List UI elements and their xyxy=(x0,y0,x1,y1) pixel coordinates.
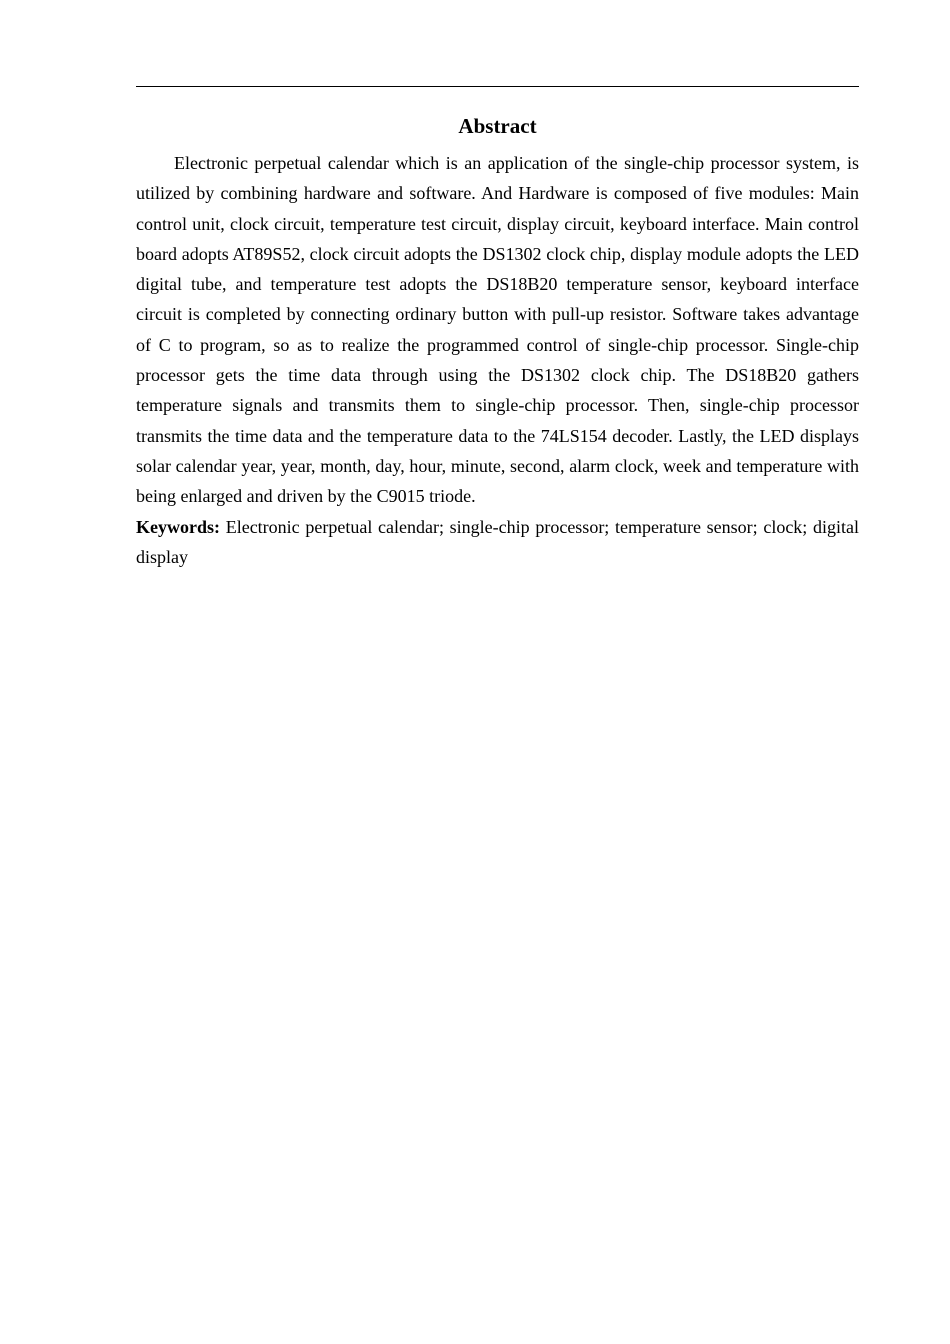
keywords-line xyxy=(136,512,859,573)
abstract-title: Abstract xyxy=(458,114,537,138)
keywords-label: Keywords: xyxy=(136,516,220,537)
keywords-text: Electronic perpetual calendar; single-chip processor; temperature sensor; clock; digital display xyxy=(136,516,859,567)
abstract-body: Electronic perpetual calendar which is an application of the single-chip processor system, is utilized by combining hardware and software. And Hardware is composed of five modules: Main control unit, clock circuit, temperature test circuit, display circuit, keyboard interface. Main control board adopts AT89S52, clock circuit adopts the DS1302 clock chip, display module adopts the LED digital tube, and temperature test adopts the DS18B20 temperature sensor, keyboard interface circuit is completed by connecting ordinary button with pull-up resistor. Software takes advantage of C to program, so as to realize the programmed control of single-chip processor. Single-chip processor gets the time data through using the DS1302 clock chip. The DS18B20 gathers temperature signals and transmits them to single-chip processor. Then, single-chip processor transmits the time data and the temperature data to the 74LS154 decoder. Lastly, the LED displays solar calendar year, year, month, day, hour, minute, second, alarm clock, week and temperature with being enlarged and driven by the C9015 triode. xyxy=(136,153,859,507)
header-rule xyxy=(136,86,859,87)
abstract-section xyxy=(136,112,859,572)
